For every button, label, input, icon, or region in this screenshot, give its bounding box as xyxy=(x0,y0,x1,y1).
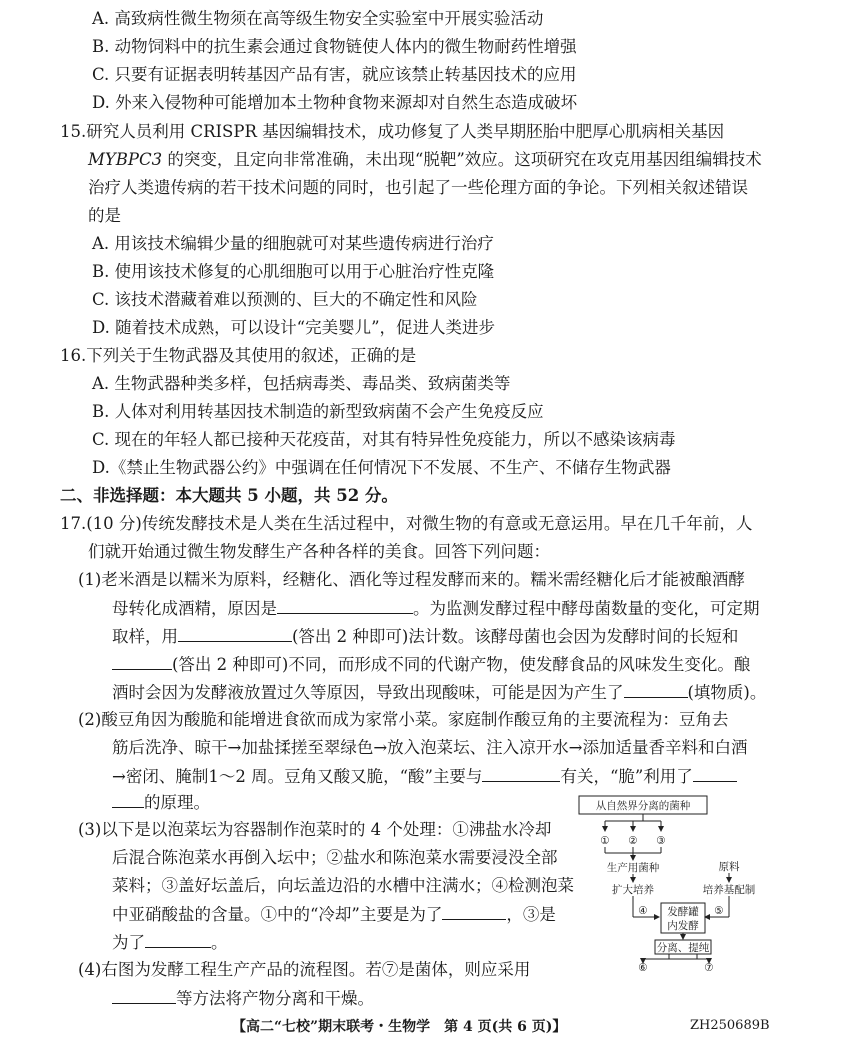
top-box-label: 从自然界分离的菌种 xyxy=(595,800,691,812)
q17-part3-line1: (3)以下是以泡菜坛为容器制作泡菜时的 4 个处理：①沸盐水冷却 xyxy=(78,820,552,839)
medium-prep-label: 培养基配制 xyxy=(702,884,756,896)
q16-option-a: A. 生物武器种类多样，包括病毒类、毒品类、致病菌类等 xyxy=(92,374,511,393)
q17-stem-line2: 们就开始通过微生物发酵生产各种各样的美食。回答下列问题： xyxy=(88,542,550,561)
q17-part1-line5-text-b: (填物质)。 xyxy=(687,683,767,702)
q17-part1-line4 xyxy=(112,653,750,676)
q16-option-b: B. 人体对利用转基因技术制造的新型致病菌不会产生免疫反应 xyxy=(92,402,544,421)
q17-part3-line2: 后混合陈泡菜水再倒入坛中；②盐水和陈泡菜水需要浸没全部 xyxy=(112,848,558,867)
q15-stem-line2-rest: 的突变，且定向非常准确，未出现“脱靶”效应。这项研究在攻克用基因组编辑技术 xyxy=(162,150,762,169)
q17-part2-line4 xyxy=(112,791,210,814)
document-code: ZH250689B xyxy=(690,1018,770,1033)
q15-option-b: B. 使用该技术修复的心肌细胞可以用于心脏治疗性克隆 xyxy=(92,262,495,281)
answer-blank[interactable] xyxy=(112,987,176,1004)
expand-culture-label: 扩大培养 xyxy=(612,884,654,896)
q15-stem-line4: 的是 xyxy=(88,206,121,225)
q17-part4-line2 xyxy=(112,987,374,1010)
separation-label: 分离、提纯 xyxy=(656,942,710,954)
q17-part3-line5-text-b: 。 xyxy=(211,933,228,952)
q15-stem-line2 xyxy=(88,149,762,171)
q17-part1-line2-text-b: 。为监测发酵过程中酵母菌数量的变化，可定期 xyxy=(413,599,760,618)
q15-option-c: C. 该技术潜藏着难以预测的、巨大的不确定性和风险 xyxy=(92,290,478,309)
answer-blank[interactable] xyxy=(145,931,211,948)
q17-part3-line5-text-a: 为了 xyxy=(112,933,145,952)
page-footer: 【高二“七校”期末联考・生物学 第 4 页(共 6 页)】 xyxy=(232,1019,567,1035)
circle-5: ⑤ xyxy=(714,905,724,917)
answer-blank[interactable] xyxy=(277,597,413,614)
q17-part4-line2-text: 等方法将产物分离和干燥。 xyxy=(176,989,374,1008)
q15-option-d: D. 随着技术成熟，可以设计“完美婴儿”，促进人类进步 xyxy=(92,318,496,337)
q17-stem-line1: 17.(10 分)传统发酵技术是人类在生活过程中，对微生物的有意或无意运用。早在几千年前，人 xyxy=(60,514,753,533)
q17-part1-line4-text: (答出 2 种即可)不同，而形成不同的代谢产物，使发酵食品的风味发生变化。酿 xyxy=(172,655,751,674)
production-strain-label: 生产用菌种 xyxy=(606,862,660,874)
q15-stem-line1: 15.研究人员利用 CRISPR 基因编辑技术，成功修复了人类早期胚胎中肥厚心肌病相关基因 xyxy=(60,122,725,141)
circle-2: ② xyxy=(628,835,638,847)
q17-part2-line1: (2)酸豆角因为酸脆和能增进食欲而成为家常小菜。家庭制作酸豆角的主要流程为：豆角去 xyxy=(78,710,729,729)
answer-blank[interactable] xyxy=(482,765,560,782)
q17-part2-line3-text-b: 有关，“脆”利用了 xyxy=(560,767,693,786)
section-heading: 二、非选择题：本大题共 5 小题，共 52 分。 xyxy=(60,486,398,505)
q17-part4-line1: (4)右图为发酵工程生产产品的流程图。若⑦是菌体，则应采用 xyxy=(78,960,531,979)
q17-part3-line3: 菜料；③盖好坛盖后，向坛盖边沿的水槽中注满水；④检测泡菜 xyxy=(112,876,574,895)
q17-part1-line3-text-a: 取样，用 xyxy=(112,627,178,646)
circle-1: ① xyxy=(600,835,610,847)
circle-6: ⑥ xyxy=(638,962,648,971)
q16-option-d: D.《禁止生物武器公约》中强调在任何情况下不发展、不生产、不储存生物武器 xyxy=(92,458,671,477)
q17-part3-line5 xyxy=(112,931,228,954)
q16-stem: 16.下列关于生物武器及其使用的叙述，正确的是 xyxy=(60,346,417,365)
q17-part1-line5-text-a: 酒时会因为发酵液放置过久等原因，导致出现酸味，可能是因为产生了 xyxy=(112,683,624,702)
fermentation-flow-diagram xyxy=(575,793,770,971)
answer-blank[interactable] xyxy=(178,625,292,642)
circle-4: ④ xyxy=(638,905,648,917)
answer-blank[interactable] xyxy=(112,653,172,670)
q17-part3-line4 xyxy=(112,903,556,926)
q17-part1-line3 xyxy=(112,625,738,648)
q17-part2-line3-text-a: →密闭、腌制1～2 周。豆角又酸又脆，“酸”主要与 xyxy=(112,767,483,786)
fermenter-label-2: 内发酵 xyxy=(667,920,699,932)
q17-part2-line2: 筋后洗净、晾干→加盐揉搓至翠绿色→放入泡菜坛、注入凉开水→添加适量香辛料和白酒 xyxy=(112,738,748,757)
answer-blank[interactable] xyxy=(624,681,688,698)
answer-blank[interactable] xyxy=(693,765,737,782)
q17-part1-line3-text-b: (答出 2 种即可)法计数。该酵母菌也会因为发酵时间的长短和 xyxy=(292,627,739,646)
fermenter-label-1: 发酵罐 xyxy=(667,906,699,918)
q16-option-c: C. 现在的年轻人都已接种天花疫苗，对其有特异性免疫能力，所以不感染该病毒 xyxy=(92,430,676,449)
circle-3: ③ xyxy=(656,835,666,847)
q14-option-c: C. 只要有证据表明转基因产品有害，就应该禁止转基因技术的应用 xyxy=(92,65,577,84)
q17-part3-line4-text-a: 中亚硝酸盐的含量。①中的“冷却”主要是为了 xyxy=(112,905,443,924)
q17-part1-line1: (1)老米酒是以糯米为原料，经糖化、酒化等过程发酵而来的。糯米需经糖化后才能被酿酒酵 xyxy=(78,570,745,589)
q17-part2-line4-text: 的原理。 xyxy=(144,793,210,812)
answer-blank[interactable] xyxy=(442,903,506,920)
q17-part2-line3 xyxy=(112,765,737,788)
q17-part1-line5 xyxy=(112,681,766,704)
q17-part1-line2 xyxy=(112,597,760,620)
q17-part3-line4-text-b: ，③是 xyxy=(506,905,556,924)
q14-option-d: D. 外来入侵物种可能增加本土物种食物来源却对自然生态造成破坏 xyxy=(92,93,578,112)
q15-gene-name: MYBPC3 xyxy=(88,150,163,169)
q15-stem-line3: 治疗人类遗传病的若干技术问题的同时，也引起了一些伦理方面的争论。下列相关叙述错误 xyxy=(88,178,748,197)
q17-part1-line2-text-a: 母转化成酒精，原因是 xyxy=(112,599,277,618)
q14-option-a: A. 高致病性微生物须在高等级生物安全实验室中开展实验活动 xyxy=(92,9,544,28)
circle-7: ⑦ xyxy=(704,962,714,971)
q15-option-a: A. 用该技术编辑少量的细胞就可对某些遗传病进行治疗 xyxy=(92,234,494,253)
answer-blank[interactable] xyxy=(112,791,144,808)
raw-material-label: 原料 xyxy=(718,861,740,873)
q14-option-b: B. 动物饲料中的抗生素会通过食物链使人体内的微生物耐药性增强 xyxy=(92,37,577,56)
